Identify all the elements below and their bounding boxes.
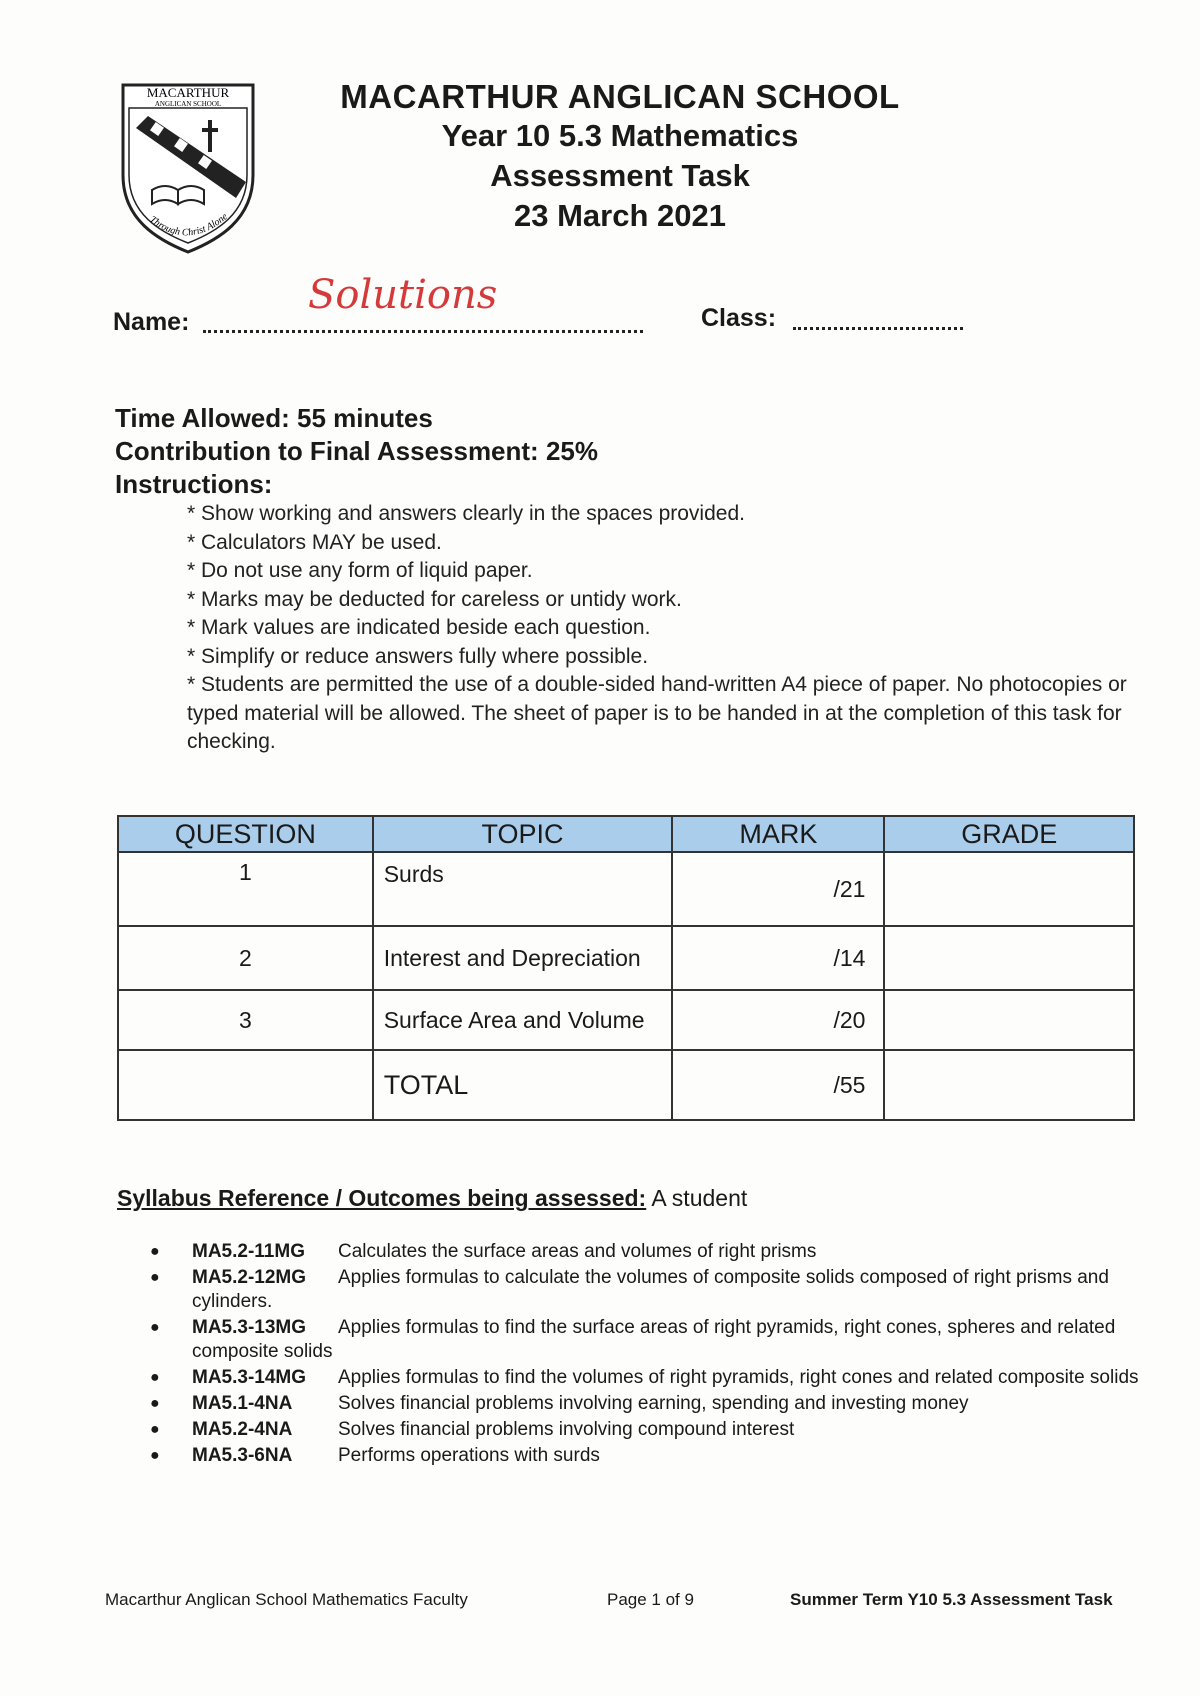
bullet-icon: ● xyxy=(150,1395,160,1412)
outcome-code: MA5.3-6NA xyxy=(192,1445,293,1466)
outcome-code: MA5.2-4NA xyxy=(192,1419,293,1440)
time-allowed: Time Allowed: 55 minutes xyxy=(115,403,433,433)
outcome-text: Applies formulas to find the volumes of right pyramids, right cones and related composite solids xyxy=(338,1367,1139,1388)
outcome-code: MA5.3-14MG xyxy=(192,1367,307,1388)
name-dotted-line xyxy=(203,326,643,333)
bullet-icon: ● xyxy=(150,1369,160,1386)
column-header-grade: GRADE xyxy=(884,816,1134,852)
grade-cell xyxy=(884,1050,1134,1120)
list-item xyxy=(150,1366,1140,1390)
outcome-text: Performs operations with surds xyxy=(338,1445,600,1466)
list-item xyxy=(150,1444,1140,1468)
bullet-icon: ● xyxy=(150,1269,160,1286)
bullet-icon: ● xyxy=(150,1447,160,1464)
mark-cell: /21 xyxy=(672,852,884,926)
svg-text:MACARTHUR: MACARTHUR xyxy=(146,85,230,100)
table-row xyxy=(118,926,1134,990)
marks-table xyxy=(117,815,1135,1121)
svg-text:ANGLICAN SCHOOL: ANGLICAN SCHOOL xyxy=(154,100,222,108)
syllabus-label: Syllabus Reference / Outcomes being assessed: xyxy=(117,1185,647,1211)
list-item xyxy=(150,1240,1140,1264)
syllabus-heading xyxy=(117,1185,747,1212)
grade-cell xyxy=(884,852,1134,926)
instruction-item: * Students are permitted the use of a double-sided hand-written A4 piece of paper. No photocopies or typed material will be allowed. The sheet of paper is to be handed in at the completion of this task for checking. xyxy=(187,673,1127,753)
instruction-item: * Calculators MAY be used. xyxy=(187,530,442,554)
mark-cell: /20 xyxy=(672,990,884,1050)
mark-cell: /14 xyxy=(672,926,884,990)
question-cell: 3 xyxy=(118,990,373,1050)
column-header-topic: TOPIC xyxy=(373,816,673,852)
bullet-icon: ● xyxy=(150,1421,160,1438)
course-title: Year 10 5.3 Mathematics xyxy=(441,118,799,153)
instruction-item: * Marks may be deducted for careless or untidy work. xyxy=(187,587,682,611)
name-handwritten-value: Solutions xyxy=(308,272,498,318)
instruction-item: * Do not use any form of liquid paper. xyxy=(187,559,533,582)
name-label: Name: xyxy=(113,308,190,336)
column-header-mark: MARK xyxy=(672,816,884,852)
list-item xyxy=(150,1316,1140,1364)
table-row xyxy=(118,990,1134,1050)
topic-cell: Surface Area and Volume xyxy=(373,990,673,1050)
list-item xyxy=(150,1392,1140,1416)
svg-text:Through Christ Alone: Through Christ Alone xyxy=(147,211,230,239)
topic-cell: Surds xyxy=(373,852,673,926)
school-crest-logo xyxy=(118,80,258,255)
school-name: MACARTHUR ANGLICAN SCHOOL xyxy=(340,78,900,115)
topic-cell: Interest and Depreciation xyxy=(373,926,673,990)
syllabus-suffix: A student xyxy=(651,1185,748,1211)
outcome-code: MA5.2-11MG xyxy=(192,1241,305,1262)
outcome-code: MA5.2-12MG xyxy=(192,1267,307,1288)
bullet-icon: ● xyxy=(150,1319,160,1336)
footer-faculty: Macarthur Anglican School Mathematics Faculty xyxy=(105,1590,468,1609)
class-label: Class: xyxy=(701,304,777,332)
column-header-question: QUESTION xyxy=(118,816,373,852)
task-title: Assessment Task xyxy=(490,158,750,193)
outcomes-list xyxy=(150,1240,1140,1470)
outcome-text: Calculates the surface areas and volumes of right prisms xyxy=(338,1241,817,1262)
instruction-item: * Simplify or reduce answers fully where possible. xyxy=(187,644,649,668)
footer-term: Summer Term Y10 5.3 Assessment Task xyxy=(790,1590,1113,1609)
outcome-text: Solves financial problems involving compound interest xyxy=(338,1419,795,1440)
grade-cell xyxy=(884,926,1134,990)
total-mark-cell: /55 xyxy=(672,1050,884,1120)
question-cell: 1 xyxy=(118,852,373,926)
question-cell: 2 xyxy=(118,926,373,990)
instructions-list xyxy=(187,500,1137,757)
question-cell xyxy=(118,1050,373,1120)
outcome-text: Applies formulas to calculate the volumes of composite solids composed of right prisms and cylinders. xyxy=(192,1267,1109,1312)
contribution: Contribution to Final Assessment: 25% xyxy=(115,436,598,466)
outcome-code: MA5.3-13MG xyxy=(192,1317,307,1338)
exam-date: 23 March 2021 xyxy=(514,198,726,233)
exam-meta xyxy=(115,402,598,501)
class-dotted-line xyxy=(793,323,963,330)
instructions-heading: Instructions: xyxy=(115,469,273,499)
bullet-icon: ● xyxy=(150,1243,160,1260)
outcome-code: MA5.1-4NA xyxy=(192,1393,293,1414)
table-row-total xyxy=(118,1050,1134,1120)
outcome-text: Solves financial problems involving earning, spending and investing money xyxy=(338,1393,969,1414)
list-item xyxy=(150,1266,1140,1314)
instruction-item: * Show working and answers clearly in the spaces provided. xyxy=(187,502,745,525)
grade-cell xyxy=(884,990,1134,1050)
footer-page-number: Page 1 of 9 xyxy=(607,1590,694,1609)
list-item xyxy=(150,1418,1140,1442)
instruction-item: * Mark values are indicated beside each question. xyxy=(187,616,651,639)
total-label-cell: TOTAL xyxy=(373,1050,673,1120)
outcome-text: Applies formulas to find the surface areas of right pyramids, right cones, spheres and related composite solids xyxy=(192,1317,1116,1362)
table-row xyxy=(118,852,1134,926)
exam-header xyxy=(300,78,940,236)
